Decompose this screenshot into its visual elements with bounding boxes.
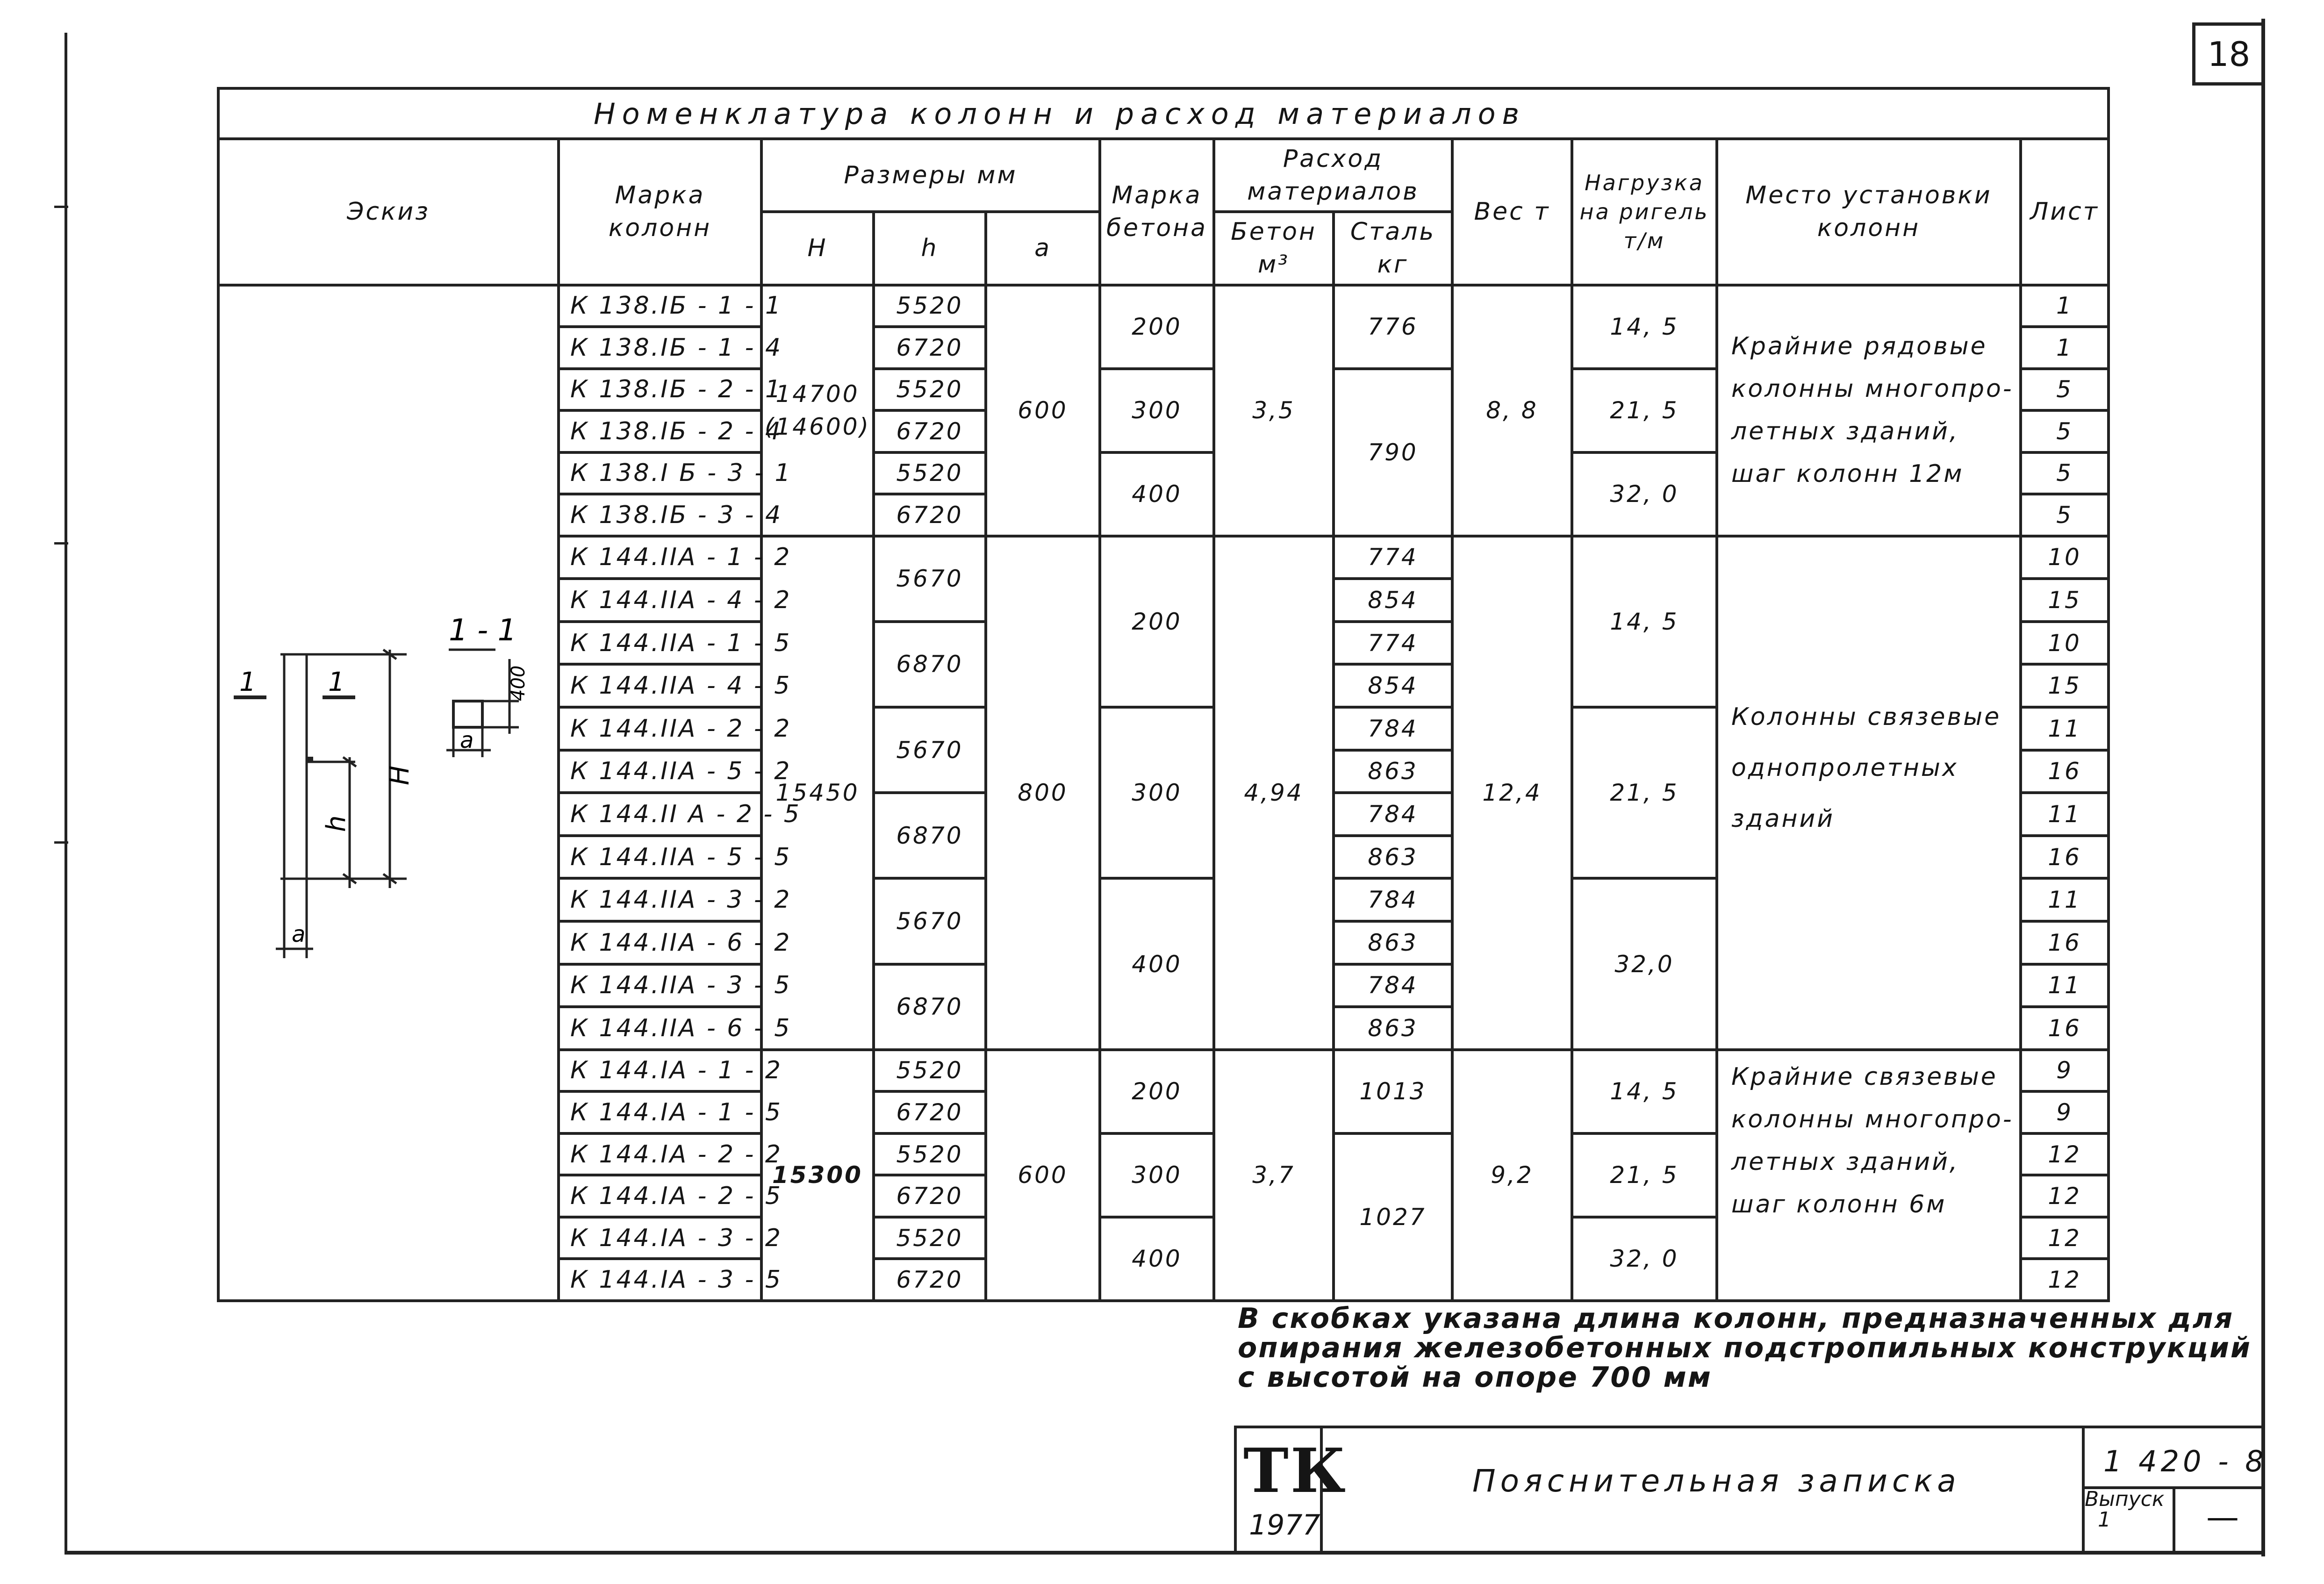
dim-h: 5670 [874, 878, 986, 964]
steel-mass: 863 [1334, 750, 1452, 793]
dim-a: 600 [986, 285, 1100, 536]
sheet-ref: 5 [2021, 494, 2109, 536]
girder-load: 32,0 [1572, 878, 1717, 1049]
sheet-ref: 12 [2021, 1217, 2109, 1259]
title-block-divider [2173, 1486, 2175, 1552]
header-H: Н [761, 212, 874, 285]
sheet-ref: 12 [2021, 1259, 2109, 1301]
weight: 12,4 [1452, 536, 1572, 1050]
dim-400-label: 400 [508, 665, 529, 701]
header-place: Место установки колонн [1717, 139, 2021, 285]
dim-h: 5520 [874, 1217, 986, 1259]
header-concrete: Бетон м³ [1214, 212, 1334, 285]
sheet-ref: 16 [2021, 750, 2109, 793]
cut-label-left: 1 [239, 667, 256, 697]
header-h: h [874, 212, 986, 285]
dim-H [761, 285, 874, 536]
steel-mass: 863 [1334, 921, 1452, 964]
column-mark: К 144.IIА - 4 - 2 [559, 579, 761, 622]
sheet-ref: 11 [2021, 964, 2109, 1007]
series-code: 1 420 - 8 [2103, 1444, 2267, 1478]
column-mark: К 144.IА - 3 - 2 [559, 1217, 761, 1259]
concrete-volume: 4,94 [1214, 536, 1334, 1050]
column-mark: К 138.IБ - 2 - 1 [559, 369, 761, 411]
concrete-grade: 400 [1100, 452, 1214, 536]
dim-h: 6720 [874, 410, 986, 452]
install-place-line: однопролетных [1731, 753, 1958, 782]
sheet-ref: 10 [2021, 622, 2109, 665]
sheet-ref: 12 [2021, 1133, 2109, 1175]
sheet-ref: 11 [2021, 707, 2109, 750]
header-sheet: Лист [2021, 139, 2109, 285]
concrete-grade: 400 [1100, 1217, 1214, 1301]
column-mark: К 144.IIА - 5 - 2 [559, 750, 761, 793]
dim-h: 6720 [874, 1259, 986, 1301]
column-mark: К 138.IБ - 1 - 4 [559, 327, 761, 369]
dim-H-value: 14700 [775, 380, 860, 408]
column-mark: К 144.IIА - 6 - 2 [559, 921, 761, 964]
year: 1977 [1249, 1509, 1320, 1541]
steel-mass: 774 [1334, 536, 1452, 579]
issue-number: 1 [2097, 1508, 2111, 1532]
sheet-ref: 16 [2021, 836, 2109, 879]
steel-mass: 774 [1334, 622, 1452, 665]
binding-tick [54, 841, 68, 844]
sheet-ref: 5 [2021, 369, 2109, 411]
concrete-grade: 300 [1100, 369, 1214, 452]
sheet-ref: 5 [2021, 452, 2109, 495]
concrete-grade: 300 [1100, 1133, 1214, 1217]
steel-mass: 1027 [1334, 1133, 1452, 1301]
girder-load: 21, 5 [1572, 369, 1717, 452]
steel-mass: 863 [1334, 1007, 1452, 1050]
column-mark: К 144.IIА - 2 - 2 [559, 707, 761, 750]
section-dim-a: a [460, 727, 474, 753]
column-mark: К 144.IIА - 1 - 2 [559, 536, 761, 579]
install-place: Крайние рядовые колонны многопро-летных зданий, шаг колонн 12м [1717, 285, 2021, 536]
dim-h: 6720 [874, 1091, 986, 1133]
concrete-volume: 3,5 [1214, 285, 1334, 536]
concrete-volume: 3,7 [1214, 1050, 1334, 1301]
column-mark: К 144.IА - 1 - 2 [559, 1050, 761, 1092]
dim-h: 5520 [874, 285, 986, 327]
weight: 9,2 [1452, 1050, 1572, 1301]
column-mark: К 144.IА - 2 - 5 [559, 1175, 761, 1217]
concrete-grade: 400 [1100, 878, 1214, 1049]
sheet-ref: 11 [2021, 793, 2109, 836]
table-title: Номенклатура колонн и расход материалов [218, 88, 2109, 139]
sheet-ref: 10 [2021, 536, 2109, 579]
girder-load: 14, 5 [1572, 536, 1717, 707]
cut-label-right: 1 [328, 667, 345, 697]
dim-H-label: Н [385, 765, 415, 785]
column-mark: К 144.IIА - 6 - 5 [559, 1007, 761, 1050]
dim-H: 15450 [761, 536, 874, 1050]
binding-tick [54, 542, 68, 545]
dim-h: 5520 [874, 1133, 986, 1175]
steel-mass: 776 [1334, 285, 1452, 369]
title-block-border [1234, 1426, 2262, 1428]
column-mark: К 144.IIА - 1 - 5 [559, 622, 761, 665]
dim-H-alt: (14600) [764, 413, 871, 441]
dim-h: 6720 [874, 494, 986, 536]
sheet-ref: 1 [2021, 327, 2109, 369]
column-mark: К 138.IБ - 2 - 4 [559, 410, 761, 452]
header-concrete-grade: Марка бетона [1100, 139, 1214, 285]
header-steel: Сталь кг [1334, 212, 1452, 285]
header-consumption: Расход материалов [1214, 139, 1452, 212]
binding-tick [54, 206, 68, 208]
steel-mass: 784 [1334, 793, 1452, 836]
steel-mass: 784 [1334, 878, 1452, 921]
dim-h: 5520 [874, 452, 986, 495]
section-rect [453, 701, 482, 727]
document-title: Пояснительная записка [1472, 1463, 1961, 1499]
concrete-grade: 200 [1100, 285, 1214, 369]
dim-h: 6720 [874, 327, 986, 369]
column-mark: К 138.I Б - 3 - 1 [559, 452, 761, 495]
sheet-ref: 16 [2021, 1007, 2109, 1050]
steel-mass: 784 [1334, 707, 1452, 750]
sheet-ref: 1 [2021, 285, 2109, 327]
install-place: Крайние связевые колонны многопро-летных зданий, шаг колонн 6м [1717, 1050, 2021, 1301]
steel-mass: 784 [1334, 964, 1452, 1007]
dim-h: 5670 [874, 707, 986, 793]
column-mark: К 144.IА - 3 - 5 [559, 1259, 761, 1301]
girder-load: 32, 0 [1572, 1217, 1717, 1301]
header-sketch: Эскиз [218, 139, 559, 285]
dim-h: 6870 [874, 622, 986, 707]
dim-h: 5670 [874, 536, 986, 622]
concrete-grade: 200 [1100, 1050, 1214, 1133]
sheet-ref: 9 [2021, 1050, 2109, 1092]
steel-mass: 854 [1334, 664, 1452, 707]
concrete-grade: 300 [1100, 707, 1214, 878]
dim-a: 800 [986, 536, 1100, 1050]
sheet-ref: 16 [2021, 921, 2109, 964]
steel-mass: 1013 [1334, 1050, 1452, 1133]
dim-h: 6870 [874, 964, 986, 1050]
install-place-line: Колонны связевые [1731, 702, 2001, 731]
issue-label: Выпуск [2085, 1487, 2165, 1511]
dim-H: 15300 [761, 1050, 874, 1301]
sheet-dash: — [2206, 1498, 2239, 1536]
dim-a: 600 [986, 1050, 1100, 1301]
column-mark: К 138.IБ - 3 - 4 [559, 494, 761, 536]
girder-load: 14, 5 [1572, 285, 1717, 369]
org-stamp: ТК [1243, 1435, 1348, 1506]
sheet-ref: 12 [2021, 1175, 2109, 1217]
column-mark: К 144.IIА - 5 - 5 [559, 836, 761, 879]
install-place-line: зданий [1731, 804, 1835, 833]
weight: 8, 8 [1452, 285, 1572, 536]
column-mark: К 144.IА - 1 - 5 [559, 1091, 761, 1133]
column-mark: К 144.IIА - 3 - 5 [559, 964, 761, 1007]
concrete-grade: 200 [1100, 536, 1214, 707]
dim-h: 5520 [874, 369, 986, 411]
dim-h-label: h [321, 815, 351, 832]
header-weight: Вес т [1452, 139, 1572, 285]
footnote: В скобках указана длина колонн, предназначенных для опирания железобетонных подстропильных конструкций с высотой на опоре 700 мм [1238, 1302, 2252, 1394]
sheet-ref: 9 [2021, 1091, 2109, 1133]
steel-mass: 790 [1334, 369, 1452, 536]
sheet-ref: 15 [2021, 664, 2109, 707]
dim-h: 6870 [874, 793, 986, 878]
steel-mass: 863 [1334, 836, 1452, 879]
column-mark: К 144.IIА - 4 - 5 [559, 664, 761, 707]
column-sketch [220, 589, 556, 963]
sheet-ref: 11 [2021, 878, 2109, 921]
title-block-border [1234, 1426, 1237, 1552]
sheet-ref: 15 [2021, 579, 2109, 622]
section-label: 1 - 1 [449, 613, 517, 648]
column-mark: К 144.II А - 2 - 5 [559, 793, 761, 836]
girder-load: 14, 5 [1572, 1050, 1717, 1133]
dim-h: 6720 [874, 1175, 986, 1217]
header-a: a [986, 212, 1100, 285]
sheet-border-bottom [65, 1551, 2265, 1555]
sheet-ref: 5 [2021, 410, 2109, 452]
girder-load: 32, 0 [1572, 452, 1717, 536]
column-mark: К 138.IБ - 1 - 1 [559, 285, 761, 327]
header-dimensions: Размеры мм [761, 139, 1100, 212]
steel-mass: 854 [1334, 579, 1452, 622]
sheet-number: 18 [2192, 22, 2262, 86]
sheet-border-left [65, 33, 67, 1552]
dim-a-label: a [292, 921, 306, 947]
issue-cell [2085, 1489, 2165, 1530]
header-load: Нагрузка на ригель т/м [1572, 139, 1717, 285]
girder-load: 21, 5 [1572, 707, 1717, 878]
girder-load: 21, 5 [1572, 1133, 1717, 1217]
column-mark: К 144.IА - 2 - 2 [559, 1133, 761, 1175]
header-mark: Марка колонн [559, 139, 761, 285]
install-place [1717, 536, 2021, 1050]
dim-h: 5520 [874, 1050, 986, 1092]
column-mark: К 144.IIА - 3 - 2 [559, 878, 761, 921]
